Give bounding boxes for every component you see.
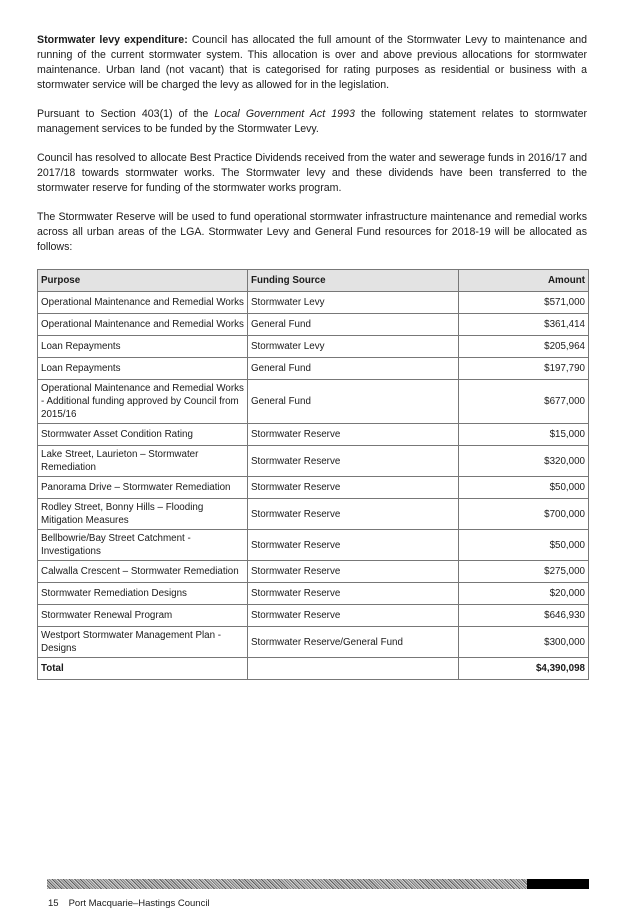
paragraph-reserve: The Stormwater Reserve will be used to fund operational stormwater infrastructure maintenance and remedial works across all urban areas of the LGA. Stormwater Levy and General Fund resources for 2018-19 will be allocated as follows: (37, 211, 587, 253)
cell-purpose: Bellbowrie/Bay Street Catchment - Investigations (38, 530, 248, 561)
table-row (38, 477, 589, 499)
cell-purpose: Operational Maintenance and Remedial Works - Additional funding approved by Council from 2015/16 (38, 380, 248, 424)
cell-purpose: Total (38, 658, 248, 680)
cell-funding-source: Stormwater Reserve (248, 583, 459, 605)
paragraph-lead-heading: Stormwater levy expenditure: (37, 34, 188, 46)
cell-amount: $571,000 (459, 292, 589, 314)
cell-purpose: Operational Maintenance and Remedial Works (38, 292, 248, 314)
cell-purpose: Panorama Drive – Stormwater Remediation (38, 477, 248, 499)
table-row (38, 530, 589, 561)
paragraph-section-403 (37, 107, 587, 137)
table-total-row (38, 658, 589, 680)
cell-funding-source: Stormwater Reserve (248, 605, 459, 627)
paragraph-levy-expenditure (37, 33, 587, 93)
cell-amount: $20,000 (459, 583, 589, 605)
cell-purpose: Lake Street, Laurieton – Stormwater Remediation (38, 446, 248, 477)
cell-amount: $677,000 (459, 380, 589, 424)
table-row (38, 499, 589, 530)
header-funding-source: Funding Source (248, 270, 459, 292)
cell-purpose: Loan Repayments (38, 358, 248, 380)
cell-amount: $275,000 (459, 561, 589, 583)
paragraph-dividends: Council has resolved to allocate Best Practice Dividends received from the water and sewerage funds in 2016/17 and 2017/18 towards stormwater works. The Stormwater levy and these dividends have been transferred to the stormwater reserve for funding of the stormwater works program. (37, 152, 587, 194)
cell-amount: $700,000 (459, 499, 589, 530)
cell-amount: $205,964 (459, 336, 589, 358)
cell-funding-source: Stormwater Reserve (248, 561, 459, 583)
allocation-table (37, 269, 589, 680)
page-footer (48, 898, 210, 909)
paragraph-text: Council has allocated the full amount of the Stormwater Levy to maintenance and running of the current stormwater system. This allocation is over and above previous allocations for stormwater maintenance. Urban land (not vacant) that is categorised for rating purposes as residential or business with a stormwater service will be charged the levy as allowed for in the legislation. (37, 34, 587, 91)
table-row (38, 424, 589, 446)
act-title: Local Government Act 1993 (214, 108, 355, 120)
cell-amount: $50,000 (459, 477, 589, 499)
cell-amount: $320,000 (459, 446, 589, 477)
cell-funding-source: Stormwater Levy (248, 336, 459, 358)
cell-funding-source: General Fund (248, 380, 459, 424)
table-header-row (38, 270, 589, 292)
cell-amount: $300,000 (459, 627, 589, 658)
cell-funding-source: Stormwater Reserve (248, 477, 459, 499)
table-row (38, 358, 589, 380)
paragraph-text: the following statement relates to stormwater management services to be funded by the Stormwater Levy. (37, 108, 588, 135)
footer-bar-solid-segment (527, 879, 589, 889)
cell-funding-source: Stormwater Reserve (248, 530, 459, 561)
cell-purpose: Stormwater Remediation Designs (38, 583, 248, 605)
cell-purpose: Rodley Street, Bonny Hills – Flooding Mitigation Measures (38, 499, 248, 530)
cell-amount: $15,000 (459, 424, 589, 446)
cell-purpose: Operational Maintenance and Remedial Works (38, 314, 248, 336)
cell-funding-source: Stormwater Reserve (248, 499, 459, 530)
organisation-name: Port Macquarie–Hastings Council (68, 898, 210, 909)
table-row (38, 627, 589, 658)
cell-purpose: Stormwater Asset Condition Rating (38, 424, 248, 446)
table-row (38, 605, 589, 627)
cell-funding-source: Stormwater Reserve (248, 424, 459, 446)
document-body (37, 33, 587, 680)
table-row (38, 314, 589, 336)
header-purpose: Purpose (38, 270, 248, 292)
cell-funding-source: Stormwater Reserve/General Fund (248, 627, 459, 658)
cell-purpose: Calwalla Crescent – Stormwater Remediation (38, 561, 248, 583)
cell-purpose: Loan Repayments (38, 336, 248, 358)
cell-amount: $646,930 (459, 605, 589, 627)
cell-purpose: Stormwater Renewal Program (38, 605, 248, 627)
cell-funding-source: Stormwater Levy (248, 292, 459, 314)
table-row (38, 380, 589, 424)
cell-funding-source: General Fund (248, 314, 459, 336)
cell-funding-source: Stormwater Reserve (248, 446, 459, 477)
table-row (38, 583, 589, 605)
cell-amount: $361,414 (459, 314, 589, 336)
table-row (38, 446, 589, 477)
cell-amount: $50,000 (459, 530, 589, 561)
header-amount: Amount (459, 270, 589, 292)
table-row (38, 292, 589, 314)
cell-funding-source: General Fund (248, 358, 459, 380)
cell-purpose: Westport Stormwater Management Plan - Designs (38, 627, 248, 658)
cell-funding-source (248, 658, 459, 680)
paragraph-text: Pursuant to Section 403(1) of the (37, 108, 215, 120)
page-number: 15 (48, 898, 59, 909)
cell-amount: $197,790 (459, 358, 589, 380)
footer-decorative-bar (47, 879, 589, 889)
cell-amount: $4,390,098 (459, 658, 589, 680)
table-row (38, 336, 589, 358)
table-row (38, 561, 589, 583)
